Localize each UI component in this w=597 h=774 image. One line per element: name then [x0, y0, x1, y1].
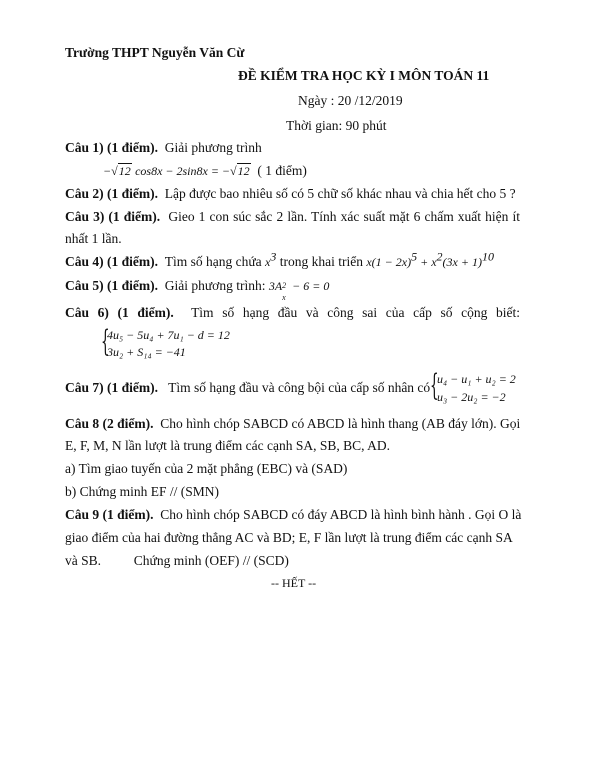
question-4-text-2: trong khai triển [279, 254, 363, 269]
term-exp: 3 [270, 249, 277, 264]
question-2 [65, 186, 516, 202]
question-8-text-2: E, F, M, N lần lượt là trung điểm các cạnh SA, SB, BC, AD. [65, 438, 390, 453]
question-6-text: Tìm số hạng đầu và công sai của cấp số cộng biết: [191, 305, 520, 320]
q7-system-line2: u₃ − 2u₂ = −2 [437, 390, 506, 404]
question-9-label: Câu 9 (1 điểm). [65, 507, 154, 522]
question-4-text: Tìm số hạng chứa [164, 254, 262, 269]
eq-sqrt-12-rhs: 12 [237, 164, 250, 178]
question-7-label: Câu 7) (1 điểm). [65, 380, 158, 395]
eq-3a: 3A [268, 279, 283, 293]
term-x: x [265, 255, 271, 269]
question-1-text: Giải phương trình [164, 140, 262, 155]
exam-duration: Thời gian: 90 phút [286, 118, 387, 133]
eq-middle: cos8x − 2sin8x = − [135, 164, 231, 178]
question-1-equation: −√12 cos8x − 2sin8x = −√12 ( 1 điểm) [103, 163, 307, 178]
question-8-text-1: Cho hình chóp SABCD có ABCD là hình thang (AB đáy lớn). Gọi [160, 416, 521, 431]
question-7-text: Tìm số hạng đầu và công bội của cấp số nhân có [168, 380, 431, 395]
question-1-points: ( 1 điểm) [257, 163, 307, 178]
question-1 [65, 140, 262, 156]
question-3-label: Câu 3) (1 điểm). [65, 209, 161, 224]
expr-a-exp: 5 [411, 249, 418, 264]
question-9-text-2: giao điểm của hai đường thẳng AC và BD; E, F lần lượt là trung điểm các cạnh SA [65, 530, 513, 545]
expr-c-exp: 10 [481, 249, 494, 264]
question-9-text-3a: và SB. [65, 553, 102, 568]
question-6-label: Câu 6) (1 điểm). [65, 305, 174, 320]
question-2-text: Lập được bao nhiêu số có 5 chữ số khác nhau và chia hết cho 5 ? [164, 186, 516, 201]
question-3-text-2: nhất 1 lần. [65, 231, 122, 246]
end-marker: -- HẾT -- [271, 576, 317, 590]
question-1-label: Câu 1) (1 điểm). [65, 140, 158, 155]
eq-minus: − [103, 164, 112, 178]
eq-rest: − 6 = 0 [289, 279, 330, 293]
question-8-line1 [65, 416, 520, 432]
expr-b: + x [417, 255, 437, 269]
question-2-label: Câu 2) (1 điểm). [65, 186, 158, 201]
q7-system-line1: u₄ − u₁ + u₂ = 2 [437, 372, 516, 386]
exam-title: ĐỀ KIỂM TRA HỌC KỲ I MÔN TOÁN 11 [238, 68, 490, 83]
question-6-line [65, 305, 520, 321]
question-7 [65, 380, 430, 396]
eq-sup: 2 [282, 281, 287, 290]
question-9-line1 [65, 507, 520, 523]
expr-a: x(1 − 2x) [366, 255, 412, 269]
question-8-label: Câu 8 (2 điểm). [65, 416, 154, 431]
system-brace-7: { [430, 368, 439, 403]
system-brace-6: { [101, 324, 110, 359]
question-9-text-1: Cho hình chóp SABCD có đáy ABCD là hình bình hành . Gọi O là [160, 507, 522, 522]
exam-date: Ngày : 20 /12/2019 [298, 93, 403, 108]
question-9-line3 [65, 553, 289, 569]
question-5-text: Giải phương trình: [164, 278, 266, 293]
q6-system-line2: 3u₂ + S₁₄ = −41 [107, 345, 186, 359]
question-3-text-1: Gieo 1 con súc sắc 2 lần. Tính xác suất mặt 6 chấm xuất hiện ít [168, 209, 520, 224]
question-8-part-b: b) Chứng minh EF // (SMN) [65, 484, 219, 499]
school-name: Trường THPT Nguyễn Văn Cừ [65, 45, 245, 60]
expr-b-exp: 2 [436, 249, 443, 264]
question-4 [65, 249, 494, 270]
question-3-line1 [65, 209, 520, 225]
question-9-text-3b: Chứng minh (OEF) // (SCD) [133, 553, 289, 568]
question-4-label: Câu 4) (1 điểm). [65, 254, 158, 269]
q6-system-line1: 4u₅ − 5u₄ + 7u₁ − d = 12 [107, 328, 230, 342]
eq-sub: x [282, 293, 286, 302]
question-5-label: Câu 5) (1 điểm). [65, 278, 158, 293]
question-5 [65, 278, 330, 302]
eq-sqrt-12: 12 [118, 164, 131, 178]
expr-c: (3x + 1) [442, 255, 482, 269]
question-8-part-a: a) Tìm giao tuyến của 2 mặt phẳng (EBC) và (SAD) [65, 461, 348, 476]
